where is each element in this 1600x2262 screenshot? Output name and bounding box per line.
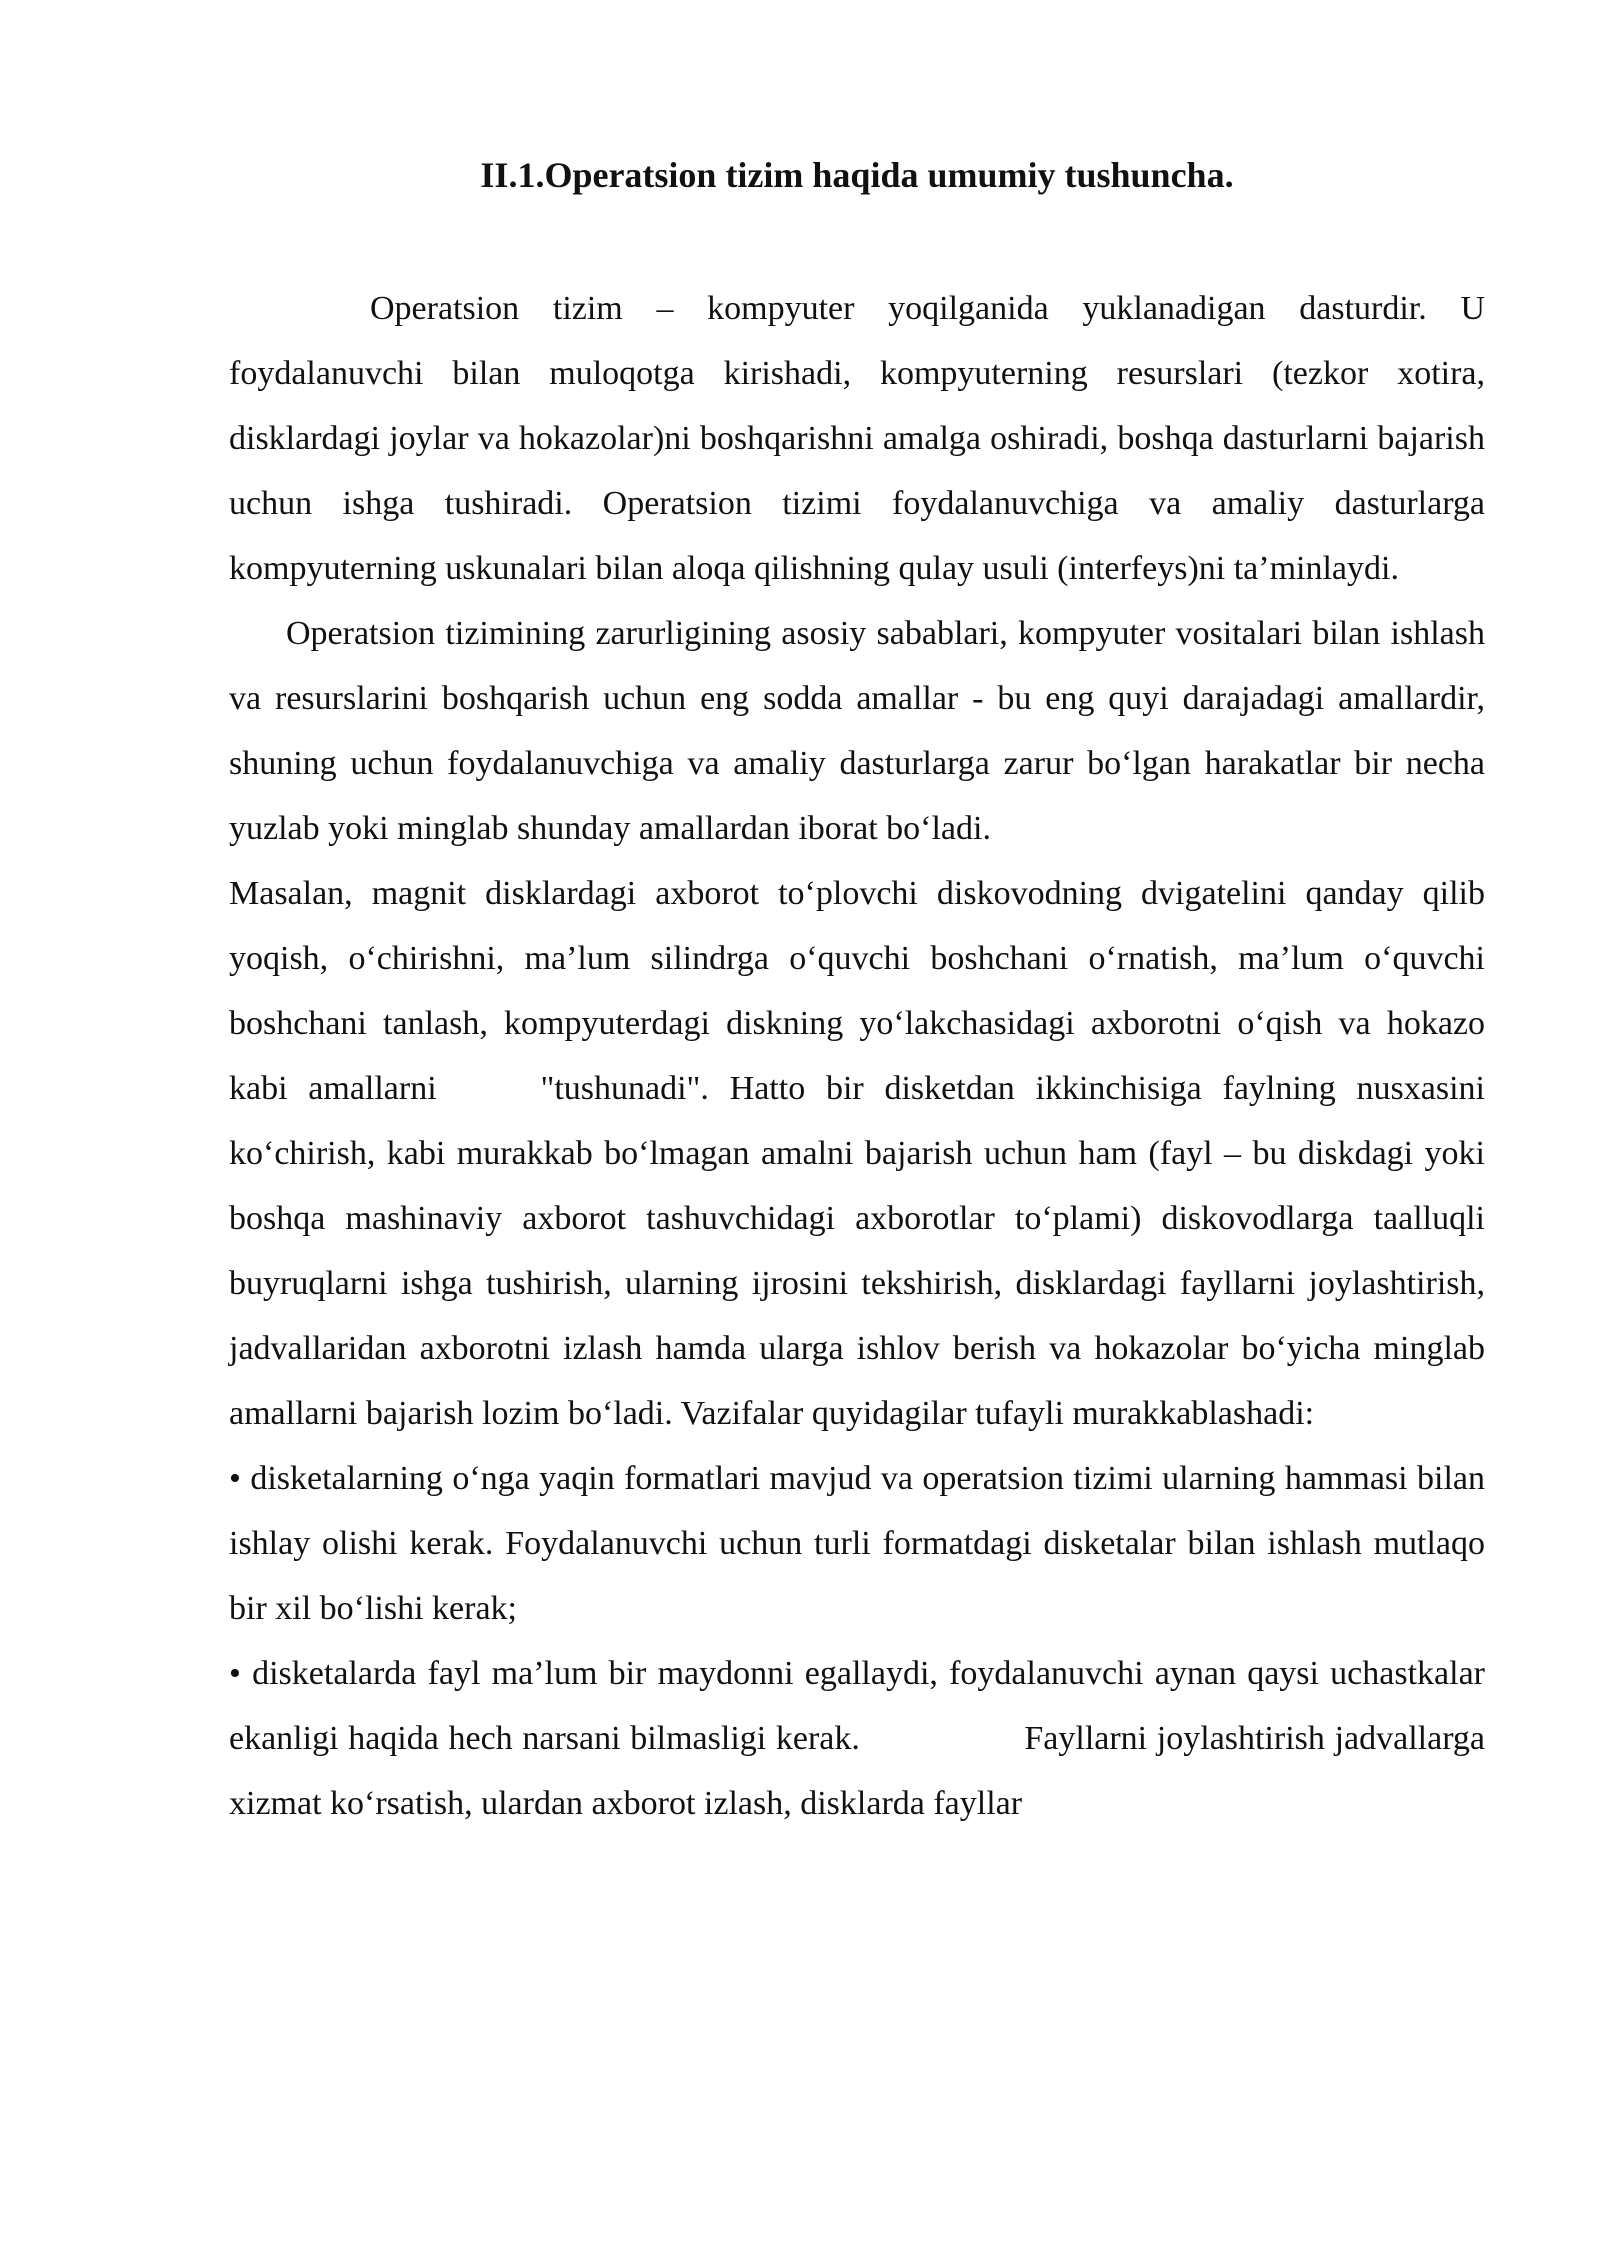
bullet-item-file-space: • disketalarda fayl ma’lum bir maydonni egallaydi, foydalanuvchi aynan qaysi uchastkalar ekanligi haqida hech narsani bilmasligi kerak. Fayllarni joylashtirish jadvallarga xizmat ko‘rsatish, ulardan axborot izlash, disklarda fayllar (229, 1655, 1485, 1822)
paragraph-definition: Operatsion tizim – kompyuter yoqilganida yuklanadigan dasturdir. U foydalanuvchi bilan muloqotga kirishadi, kompyuterning resurslari (tezkor xotira, disklardagi joylar va hokazolar)ni boshqarishni amalga oshiradi, boshqa dasturlarni bajarish uchun ishga tushiradi. Operatsion tizimi foydalanuvchiga va amaliy dasturlarga kompyuterning uskunalari bilan aloqa qilishning qulay usuli (interfeys)ni ta’minlaydi. (229, 290, 1485, 587)
bullet-item-formats: • disketalarning o‘nga yaqin formatlari mavjud va operatsion tizimi ularning hammasi bilan ishlay olishi kerak. Foydalanuvchi uchun turli formatdagi disketalar bilan ishlash mutlaqo bir xil bo‘lishi kerak; (229, 1460, 1485, 1627)
section-title: II.1.Operatsion tizim haqida umumiy tushuncha. (480, 155, 1234, 195)
paragraph-example: Masalan, magnit disklardagi axborot to‘plovchi diskovodning dvigatelini qanday qilib yoqish, o‘chirishni, ma’lum silindrga o‘quvchi boshchani o‘rnatish, ma’lum o‘quvchi boshchani tanlash, kompyuterdagi diskning yo‘lakchasidagi axborotni o‘qish va hokazo kabi amallarni "tushunadi". Hatto bir disketdan ikkinchisiga faylning nusxasini ko‘chirish, kabi murakkab bo‘lmagan amalni bajarish uchun ham (fayl – bu diskdagi yoki boshqa mashinaviy axborot tashuvchidagi axborotlar to‘plami) diskovodlarga taalluqli buyruqlarni ishga tushirish, ularning ijrosini tekshirish, disklardagi fayllarni joylashtirish, jadvallaridan axborotni izlash hamda ularga ishlov berish va hokazolar bo‘yicha minglab amallarni bajarish lozim bo‘ladi. Vazifalar quyidagilar tufayli murakkablashadi: (229, 875, 1485, 1432)
document-page (229, 150, 1485, 1836)
paragraph-reasons: Operatsion tizimining zarurligining asosiy sabablari, kompyuter vositalari bilan ishlash va resurslarini boshqarish uchun eng sodda amallar - bu eng quyi darajadagi amallardir, shuning uchun foydalanuvchiga va amaliy dasturlarga zarur bo‘lgan harakatlar bir necha yuzlab yoki minglab shunday amallardan iborat bo‘ladi. (229, 615, 1485, 847)
